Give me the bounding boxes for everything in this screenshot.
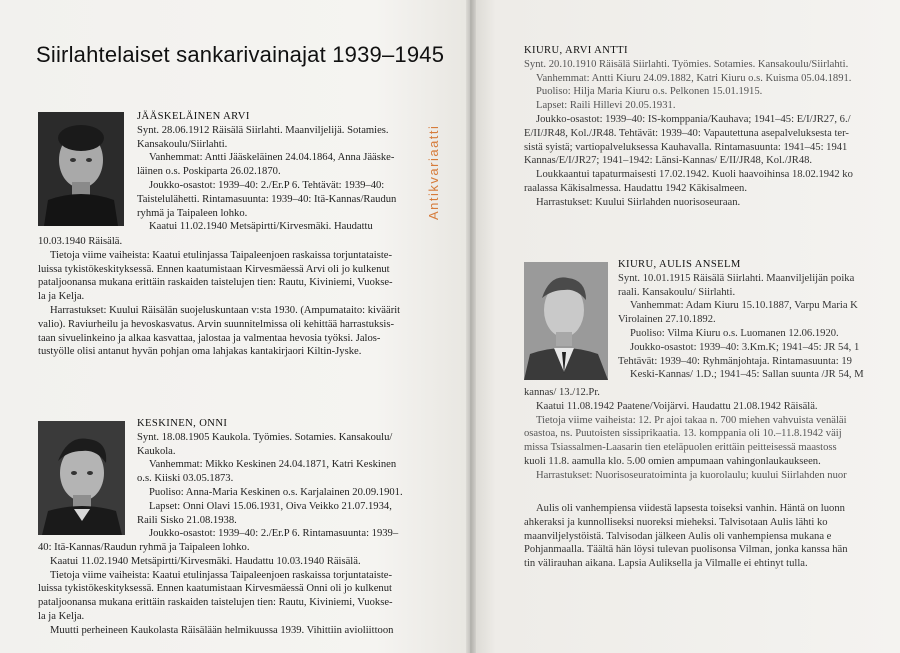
entry-name: KIURU, AULIS ANSELM	[618, 259, 741, 270]
entry-keskinen-body: 40: Itä-Kannas/Raudun ryhmä ja Taipaleen lohko. Kaatui 11.02.1940 Metsäpirtti/Kirvesmäki. Haudattu 10.03.1940 Räisälä. Tietoja viime vaiheista: Kaatui etulinjassa Taipaleenjoen raskaissa torjuntataiste- luissa tykistökeskityksessä. Ennen kaatumistaan Kirvesmäessä Onni oli jo kulkenut pataljoonansa mukana erittäin raskaiden taistelujen tien: Rautu, Kiviniemi, Vuokse- la ja Kelja. Muutti perheineen Kaukolasta Räisälään helmikuussa 1939. Vihittiin avioliittoon	[38, 542, 394, 636]
entry-kiuru-arvi: KIURU, ARVI ANTTI Synt. 20.10.1910 Räisälä Siirlahti. Työmies. Sotamies. Kansakoulu/Siirlahti. Vanhemmat: Antti Kiuru 24.09.1882, Katri Kiuru o.s. Kuisma 05.04.1891. Puoliso: Hilja Maria Kiuru o.s. Pelkonen 15.01.1915. Lapset: Raili Hillevi 20.05.1931. Joukko-osastot: 1939–40: IS-komppania/Kauhava; 1941–45: E/I/JR27, 6./ E/II/JR48, Kol./JR48. Tehtävät: 1939–40: Vapautettuna asepalveluksesta ter- sistä syistä; vartiopalveluksessa Kauhavalla. Rintamasuunta: 1941–45: 1941 Kannas/E/I/JR27; 1941–1942: Länsi-Kannas/ E/II/JR48, Kol./JR48. Loukkaantui tapaturmaisesti 17.02.1942. Kuoli haavoihinsa 18.02.1942 ko raalassa Käkisalmessa. Haudattu 1942 Käkisalmeen. Harrastukset: Kuului Siirlahden nuorisoseuraan.	[524, 44, 900, 210]
entry-jaaskelainen-header: JÄÄSKELÄINEN ARVI Synt. 28.06.1912 Räisälä Siirlahti. Maanviljelijä. Sotamies. Kansakoulu/Siirlahti. Vanhemmat: Antti Jääskeläinen 24.04.1864, Anna Jääske- läinen o.s. Poskiparta 26.02.1870. Joukko-osastot: 1939–40: 2./Er.P 6. Tehtävät: 1939–40: Taistelulähetti. Rintamasuunta: 1939–40: Itä-Kannas/Raudun ryhmä ja Taipaleen lohko. Kaatui 11.02.1940 Metsäpirtti/Kirvesmäki. Haudattu	[137, 110, 455, 234]
page-heading: Siirlahtelaiset sankarivainajat 1939–1945	[36, 42, 445, 67]
book-gutter	[466, 0, 476, 653]
portrait-photo-kiuru-aulis	[524, 262, 608, 380]
entry-keskinen-header: KESKINEN, ONNI Synt. 18.08.1905 Kaukola. Työmies. Sotamies. Kansakoulu/ Kaukola. Vanhemmat: Mikko Keskinen 24.04.1871, Katri Keskinen o.s. Kiiski 03.05.1873. Puoliso: Anna-Maria Keskinen o.s. Karjalainen 20.09.1901. Lapset: Onni Olavi 15.06.1931, Oiva Veikko 21.07.1934, Raili Sisko 21.08.1938. Joukko-osastot: 1939–40: 2./Er.P 6. Rintamasuunta: 1939–	[137, 417, 455, 541]
entry-kiuru-aulis-body: kannas/ 13./12.Pr. Kaatui 11.08.1942 Paatene/Voijärvi. Haudattu 21.08.1942 Räisälä. Tietoja viime vaiheista: 12. Pr ajoi takaa n. 700 miehen vahvuista venäläi osastoa, ns. Puutoisten sissiprikaatia. 13. komppania oli 10.–11.8.1942 väij missa Tsiassalmen-Laasarin tien eteläpuolen erittäin peitteisessä maastoss kuoli 11.8. aamulla klo. 5.00 omien ampumaan vahingonlaukaukseen. Harrastukset: Nuorisoseuratoiminta ja kuorolaulu; kuului Siirlahden nuor	[524, 387, 847, 481]
entry-name: KESKINEN, ONNI	[137, 418, 228, 429]
entry-jaaskelainen-body: 10.03.1940 Räisälä. Tietoja viime vaiheista: Kaatui etulinjassa Taipaleenjoen raskaissa torjuntataiste- luissa tykistökeskityksessä. Ennen kaatumistaan Kirvesmäessä Arvi oli jo kulkenut pataljoonansa mukana erittäin raskaiden taistelujen tien: Rautu, Kiviniemi, Vuokse- la ja Kelja. Harrastukset: Kuului Räisälän suojeluskuntaan v:sta 1930. (Ampumataito: kiväärit valio). Raviurheilu ja hevoskasvatus. Arvin suunnitelmissa oli kehittää harrastuksis- taan sivuelinkeino ja alkaa kasvattaa, jalostaa ja valmentaa hevosia työksi. Jalos- tustyölle olisi antanut hyvän pohjan oma lahjakas kantakirjaori Kiltin-Jyske.	[38, 236, 401, 358]
entry-kiuru-aulis-header: KIURU, AULIS ANSELM Synt. 10.01.1915 Räisälä Siirlahti. Maanviljelijän poika raali. Kansakoulu/ Siirlahti. Vanhemmat: Adam Kiuru 15.10.1887, Varpu Maria K Virolainen 27.10.1892. Puoliso: Vilma Kiuru o.s. Luomanen 12.06.1920. Joukko-osastot: 1939–40: 3.Km.K; 1941–45: JR 54, 1 Tehtävät: 1939–40: Ryhmänjohtaja. Rintamasuunta: 19 Keski-Kannas/ 1.D.; 1941–45: Sallan suunta /JR 54, M	[618, 258, 900, 382]
entry-name: KIURU, ARVI ANTTI	[524, 45, 628, 56]
entry-kiuru-aulis-closing: Aulis oli vanhempiensa viidestä lapsesta toiseksi vanhin. Häntä on luonn ahkeraksi ja kunnolliseksi nuoreksi mieheksi. Talvisotaan Aulis lähti ko maanviljelystöistä. Talvisodan jälkeen Aulis oli vanhempiensa mukana e Pohjanmaalla. Täältä hän löysi tulevan puolisonsa Vilman, jonka kanssa hän tin välirauhan aikana. Lapsia Auliksella ja Vilmalle ei ehtinyt tulla.	[524, 503, 848, 570]
watermark-stamp: Antikvariaatti	[426, 124, 441, 220]
right-page	[470, 0, 900, 653]
portrait-photo-jaaskelainen	[38, 112, 124, 226]
entry-name: JÄÄSKELÄINEN ARVI	[137, 111, 250, 122]
portrait-photo-keskinen	[38, 421, 125, 535]
